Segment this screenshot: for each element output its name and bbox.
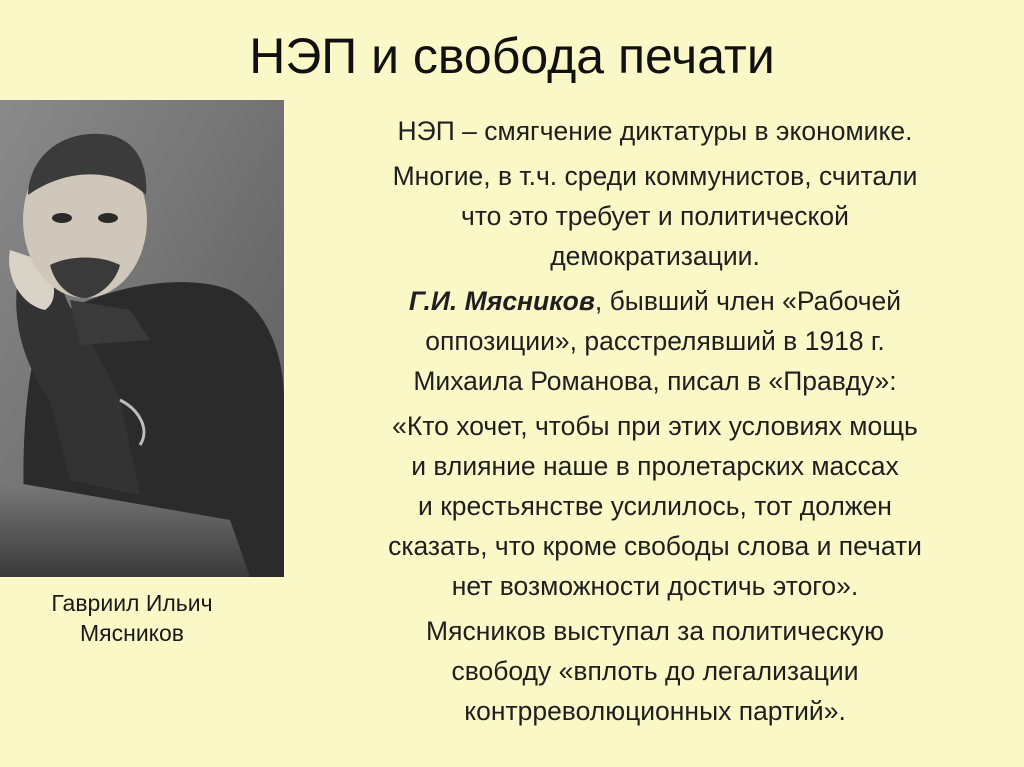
text-line: что это требует и политической — [461, 201, 849, 231]
text-line: нет возможности достичь этого». — [451, 571, 859, 601]
text-line: и влияние наше в пролетарских массах — [411, 451, 899, 481]
text-line: сказать, что кроме свободы слова и печати — [388, 531, 922, 561]
caption-line: Мясников — [80, 620, 184, 646]
portrait-caption — [0, 588, 264, 648]
paragraph-quote — [300, 406, 1010, 606]
paragraph-nep — [300, 111, 1010, 151]
portrait-photo — [0, 100, 284, 577]
text-line: Многие, в т.ч. среди коммунистов, считали — [392, 161, 918, 191]
slide-body — [300, 111, 1010, 736]
slide-title: НЭП и свобода печати — [249, 28, 775, 84]
text-line: и крестьянстве усилилось, тот должен — [418, 491, 892, 521]
paragraph-myasnikov — [300, 281, 1010, 401]
text-line: Михаила Романова, писал в «Правду»: — [413, 366, 897, 396]
paragraph-freedom — [300, 611, 1010, 731]
text-line: свободу «вплоть до легализации — [451, 656, 859, 686]
text-line: «Кто хочет, чтобы при этих условиях мощь — [392, 411, 918, 441]
text-line: контрреволюционных партий». — [464, 696, 846, 726]
person-name: Г.И. Мясников — [408, 286, 595, 316]
text-line: НЭП – смягчение диктатуры в экономике. — [397, 116, 913, 146]
caption-line: Гавриил Ильич — [51, 590, 213, 616]
text-line: оппозиции», расстрелявший в 1918 г. — [425, 326, 885, 356]
text-line: Мясников выступал за политическую — [426, 616, 884, 646]
text-line: демократизации. — [550, 241, 760, 271]
paragraph-many — [300, 156, 1010, 276]
portrait-image — [0, 100, 284, 577]
text-line: , бывший член «Рабочей — [594, 286, 902, 316]
